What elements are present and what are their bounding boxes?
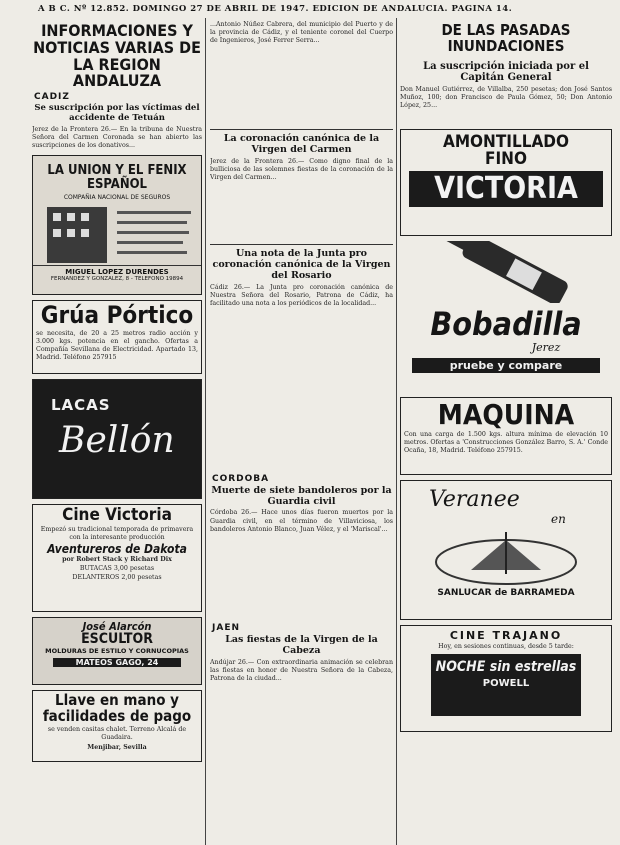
ad-veranee-sanlucar <box>400 480 612 620</box>
subhead-tetuan: Se suscripción por las víctimas del accidente de Tetuán <box>34 103 200 123</box>
veranee-en: en <box>551 511 566 526</box>
column-rule <box>396 18 397 845</box>
cine-trajano-title: CINE TRAJANO <box>449 628 563 642</box>
amontillado-title: AMONTILLADO <box>442 131 569 152</box>
subhead-suscripcion: La suscripción iniciada por el Capitán General <box>423 60 589 83</box>
column-right <box>400 20 612 845</box>
ad-jose-alarcon <box>32 617 202 685</box>
beach-illustration <box>401 526 611 588</box>
price-delanteros: DELANTEROS 2,00 pesetas <box>72 574 162 582</box>
ad-cine-trajano <box>400 625 612 732</box>
headline-virgen-rosario: Una nota de la Junta pro coronación canónica de la Virgen del Rosario <box>212 247 391 281</box>
cine-victoria-title: Cine Victoria <box>62 504 172 525</box>
ad-cine-victoria <box>32 504 202 612</box>
headline-coronacion-carmen: La coronación canónica de la Virgen del Carmen <box>223 133 380 155</box>
cine-victoria-text: Empezó su tradicional temporada de primavera con la interesante producción <box>40 525 194 541</box>
union-address: FERNANDEZ Y GONZALEZ, 8 - TELEFONO 19894 <box>50 276 184 283</box>
maquina-text: Con una carga de 1.500 kgs. altura mínima de elevación 10 metros. Ofertas a 'Construcciones González Barro, S. A.' Conde Ocaña, 18, Madrid. Teléfono 257915. <box>404 430 608 454</box>
building-illustration <box>33 201 201 265</box>
city-jaen: JAEN <box>212 623 240 634</box>
maquina-title: MAQUINA <box>437 397 575 431</box>
union-agent: MIGUEL LOPEZ DURENDES <box>33 265 201 276</box>
bobadilla-name: Bobadilla <box>430 307 582 343</box>
column-middle <box>210 20 393 845</box>
article-virgen-rosario: Cádiz 26.— La Junta pro coronación canónica de Nuestra Señora del Rosario, Patrona de Cádiz, ha facilitado una nota a los periódicos de la localidad... <box>210 283 393 307</box>
amontillado-victoria: VICTORIA <box>409 171 603 207</box>
headline-informaciones: INFORMACIONES Y NOTICIAS VARIAS DE LA REGION ANDALUZA <box>33 21 201 91</box>
union-espanol: ESPAÑOL <box>86 176 148 192</box>
article-virgen-cabeza: Andújar 26.— Con extraordinaria animación se celebran las fiestas en honor de Nuestra Señora de la Cabeza, Patrona de la ciudad... <box>210 659 393 683</box>
bellon-script: Bellón <box>59 419 175 461</box>
cine-trajano-star: POWELL <box>482 678 530 690</box>
article-bandoleros: Córdoba 26.— Hace unos días fueron muertos por la Guardia civil, en el término de Villaviciosa, los bandoleros Antonio Blanco, Juan Vélez, y el 'Mariscal'... <box>210 509 393 533</box>
price-butacas: BUTACAS 3,00 pesetas <box>79 565 155 573</box>
cine-victoria-credits: por Robert Stack y Richard Dix <box>62 556 172 564</box>
article-coronacion-carmen: Jerez de la Frontera 26.— Como digno final de la bulliciosa de las solemnes fiestas de la coronación de la Virgen del Carmen... <box>210 157 393 181</box>
ad-llave-en-mano <box>32 690 202 762</box>
alarcon-trade: ESCULTOR <box>81 631 153 648</box>
divider <box>210 244 393 245</box>
cine-trajano-text: Hoy, en sesiones continuas, desde 5 tarde: <box>438 642 574 650</box>
alarcon-line: MOLDURAS DE ESTILO Y CORNUCOPIAS <box>45 647 189 656</box>
article-suscripcion: Don Manuel Gutiérrez, de Villalba, 250 pesetas; don José Santos Muñoz, 100; don Francisco de Paula Gómez, 50; Don Antonio López, 25... <box>400 85 612 109</box>
llave-footer: Menjibar, Sevilla <box>87 744 147 752</box>
union-title: LA UNION Y EL FENIX <box>47 162 187 178</box>
cine-victoria-film: Aventureros de Dakota <box>47 541 187 556</box>
headline-virgen-cabeza: Las fiestas de la Virgen de la Cabeza <box>225 634 378 657</box>
ad-grua-portico <box>32 300 202 374</box>
page-header: A B C. Nº 12.852. DOMINGO 27 DE ABRIL DE 1947. EDICION DE ANDALUCIA. PAGINA 14. <box>38 4 513 14</box>
ad-maquina <box>400 397 612 475</box>
cine-trajano-film: NOCHE sin estrellas <box>435 658 577 675</box>
union-subtitle: COMPAÑIA NACIONAL DE SEGUROS <box>63 194 171 202</box>
article-tetuan: Jerez de la Frontera 26.— En la tribuna de Nuestra Señora del Carmen Coronada se han abierto las suscripciones de los donativos... <box>32 125 202 149</box>
headline-inundaciones: DE LAS PASADAS INUNDACIONES <box>441 21 571 55</box>
column-left <box>32 20 202 845</box>
cine-trajano-poster <box>431 654 581 716</box>
divider <box>210 129 393 130</box>
veranee-place: SANLUCAR de BARRAMEDA <box>437 587 575 598</box>
bobadilla-slogan: pruebe y compare <box>412 358 600 373</box>
alarcon-address: MATEOS GAGO, 24 <box>53 658 181 667</box>
grua-title: Grúa Pórtico <box>40 300 194 329</box>
headline-bandoleros: Muerte de siete bandoleros por la Guardia civil <box>211 484 392 507</box>
lacas-title: LACAS <box>51 395 111 414</box>
amontillado-fino: FINO <box>485 149 527 170</box>
alarcon-name: José Alarcón <box>82 619 152 633</box>
ad-amontillado-victoria <box>400 129 612 236</box>
bottle-illustration <box>400 241 612 303</box>
bobadilla-city: Jerez <box>531 341 561 355</box>
article-top-continuation: ...Antonio Núñez Cabrera, del municipio del Puerto y de la provincia de Cádiz, y el teniente coronel del Cuerpo de Ingenieros, José Ferrer Serra... <box>210 21 393 45</box>
ad-lacas-bellon <box>32 379 202 499</box>
grua-text: se necesita, de 20 a 25 metros radio acción y 3.000 kgs. potencia en el gancho. Ofertas a Compañía Sevillana de Electricidad. Apartado 13, Madrid. Teléfono 257915 <box>36 330 198 362</box>
llave-text: se venden casitas chalet. Terreno Alcalá de Guadaira. <box>47 726 187 742</box>
city-cordoba: CORDOBA <box>212 473 270 484</box>
city-cadiz: CADIZ <box>34 92 70 103</box>
llave-title: Llave en mano y facilidades de pago <box>42 690 192 725</box>
ad-bobadilla <box>400 308 612 392</box>
veranee-title: Veranee <box>429 486 520 512</box>
column-rule <box>205 18 206 845</box>
ad-union-fenix <box>32 155 202 295</box>
